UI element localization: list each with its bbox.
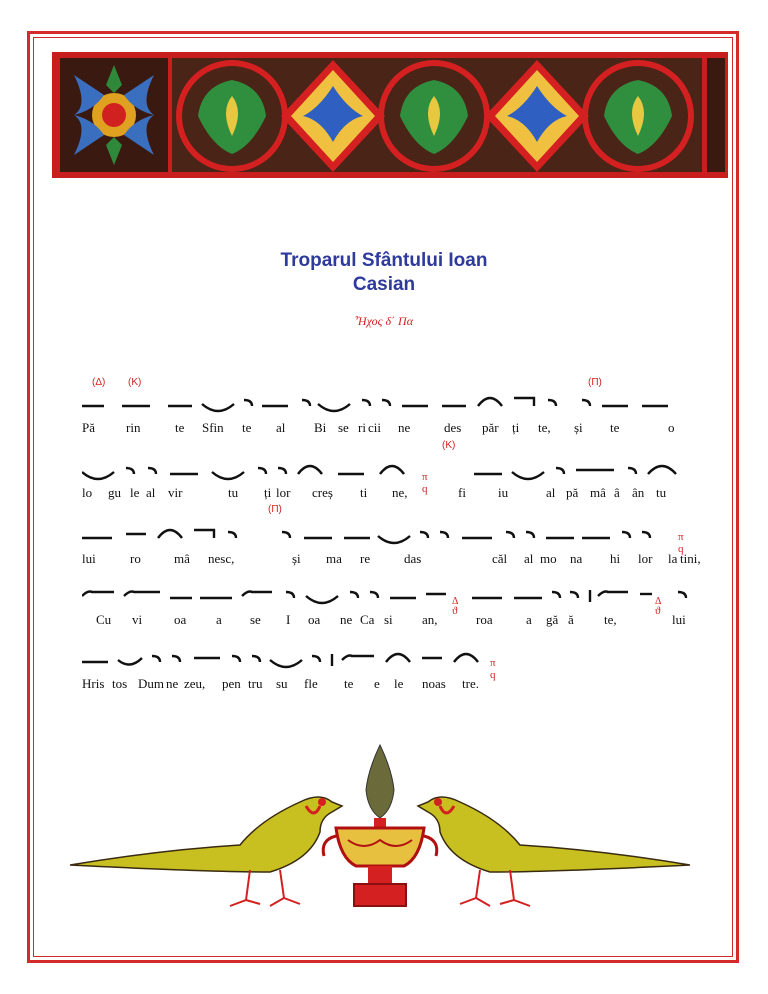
svg-text:Δ: Δ	[452, 596, 459, 607]
lyric-syllable: hi	[610, 551, 621, 566]
lyric-syllable: re	[360, 551, 371, 566]
lyric-syllable: ân	[632, 485, 645, 500]
lyric-syllable: ne,	[392, 485, 408, 500]
lyric-syllable: fle	[304, 676, 318, 691]
lyric-syllable: zeu,	[184, 676, 206, 691]
lyric-syllable: te	[175, 420, 185, 435]
svg-text:Δ: Δ	[655, 596, 662, 607]
neume-row-5	[82, 634, 692, 674]
lyric-syllable: lor	[638, 551, 653, 566]
lyric-syllable: pă	[566, 485, 579, 500]
lyric-syllable: cii	[368, 420, 381, 435]
lyric-syllable: te	[610, 420, 620, 435]
lyric-syllable: Pă	[82, 420, 95, 435]
lyric-syllable: gă	[546, 612, 559, 627]
lyric-syllable: roa	[476, 612, 493, 627]
svg-text:ϑ: ϑ	[452, 605, 458, 617]
lyric-syllable: ro	[130, 551, 141, 566]
lyric-syllable: ă	[568, 612, 574, 627]
lyric-syllable: fi	[458, 485, 466, 500]
lyric-syllable: lui	[672, 612, 686, 627]
lyric-syllable: tu	[228, 485, 239, 500]
neume-row-3	[82, 510, 692, 550]
lyric-syllable: tos	[112, 676, 128, 691]
lyric-syllable: Sfin	[202, 420, 224, 435]
lyric-syllable: I	[286, 612, 291, 627]
svg-text:ϑ: ϑ	[655, 605, 661, 617]
lyric-syllable: oa	[174, 612, 187, 627]
lyric-syllable: Dum	[138, 676, 164, 691]
lyric-syllable: tre.	[462, 676, 479, 691]
lyric-syllable: vi	[132, 612, 143, 627]
lyric-syllable: și	[292, 551, 301, 566]
lyric-syllable: te	[242, 420, 252, 435]
lyric-syllable: lui	[82, 551, 96, 566]
lyric-syllable: ri	[358, 420, 366, 435]
svg-text:π: π	[422, 471, 428, 483]
lyric-syllable: se	[338, 420, 349, 435]
lyric-syllable: ți	[512, 420, 520, 435]
lyric-syllable: Ca	[360, 612, 375, 627]
lyric-syllable: rin	[126, 420, 141, 435]
lyric-syllable: ti	[360, 485, 368, 500]
lyric-syllable: te,	[538, 420, 551, 435]
page-title: Troparul Sfântului Ioan	[280, 250, 488, 271]
svg-text:(Π): (Π)	[268, 504, 282, 515]
lyric-syllable: ne	[398, 420, 411, 435]
lyric-syllable: o	[668, 420, 675, 435]
svg-text:(Κ): (Κ)	[128, 377, 142, 388]
lyric-syllable: te	[344, 676, 354, 691]
lyric-syllable: căl	[492, 551, 508, 566]
page-subtitle: Casian	[352, 274, 416, 295]
svg-text:(Π): (Π)	[588, 377, 602, 388]
svg-text:q: q	[678, 543, 684, 555]
lyric-syllable: Cu	[96, 612, 112, 627]
ornamental-banner	[52, 52, 728, 178]
lyric-syllable: lo	[82, 485, 93, 500]
lyric-syllable: noas	[422, 676, 446, 691]
lyric-syllable: al	[146, 485, 156, 500]
lyric-syllable: si	[384, 612, 393, 627]
lyric-syllable: gu	[108, 485, 121, 500]
svg-text:(Δ): (Δ)	[92, 377, 106, 388]
lyric-syllable: al	[546, 485, 556, 500]
lyric-syllable: tru	[248, 676, 263, 691]
svg-text:(Κ): (Κ)	[442, 440, 456, 451]
lyric-syllable: e	[374, 676, 380, 691]
lyric-syllable: vir	[168, 485, 183, 500]
lyric-syllable: a	[216, 612, 222, 627]
lyric-syllable: mâ	[174, 551, 190, 566]
lyric-syllable: lor	[276, 485, 291, 500]
lyric-syllable: al	[276, 420, 286, 435]
lyric-syllable: mâ	[590, 485, 606, 500]
lyric-syllable: ne	[166, 676, 179, 691]
lyric-syllable: și	[574, 420, 583, 435]
lyric-syllable: al	[524, 551, 534, 566]
lyric-syllable: le	[130, 485, 140, 500]
lyric-syllable: ne	[340, 612, 353, 627]
lyric-syllable: das	[404, 551, 422, 566]
lyric-syllable: iu	[498, 485, 509, 500]
lyric-syllable: ți	[264, 485, 272, 500]
lyric-syllable: su	[276, 676, 288, 691]
lyric-syllable: â	[614, 485, 620, 500]
lyric-syllable: creș	[312, 485, 333, 500]
lyric-syllable: tini,	[680, 551, 701, 566]
lyric-syllable: le	[394, 676, 404, 691]
lyric-syllable: na	[570, 551, 583, 566]
svg-text:π: π	[678, 531, 684, 543]
lyric-syllable: Bi	[314, 420, 327, 435]
svg-text:q: q	[490, 669, 496, 681]
lyric-syllable: an,	[422, 612, 438, 627]
lyric-syllable: se	[250, 612, 261, 627]
lyric-syllable: oa	[308, 612, 321, 627]
lyric-syllable: ma	[326, 551, 342, 566]
neume-row-4	[82, 570, 692, 610]
lyric-syllable: Hris	[82, 676, 105, 691]
svg-text:π: π	[490, 657, 496, 669]
lyric-syllable: mo	[540, 551, 557, 566]
lyric-syllable: te,	[604, 612, 617, 627]
lyric-syllable: la	[668, 551, 678, 566]
birds-lamp-ornament	[70, 740, 690, 915]
svg-text:q: q	[422, 483, 428, 495]
neume-row-1	[82, 378, 692, 418]
lyric-syllable: păr	[482, 420, 499, 435]
mode-indicator: Ἦχος δ΄ Πα	[354, 314, 414, 328]
lyric-syllable: tu	[656, 485, 667, 500]
lyric-syllable: des	[444, 420, 462, 435]
lyric-syllable: nesc,	[208, 551, 235, 566]
lyric-syllable: pen	[222, 676, 241, 691]
lyric-syllable: a	[526, 612, 532, 627]
neume-row-2	[82, 446, 692, 486]
